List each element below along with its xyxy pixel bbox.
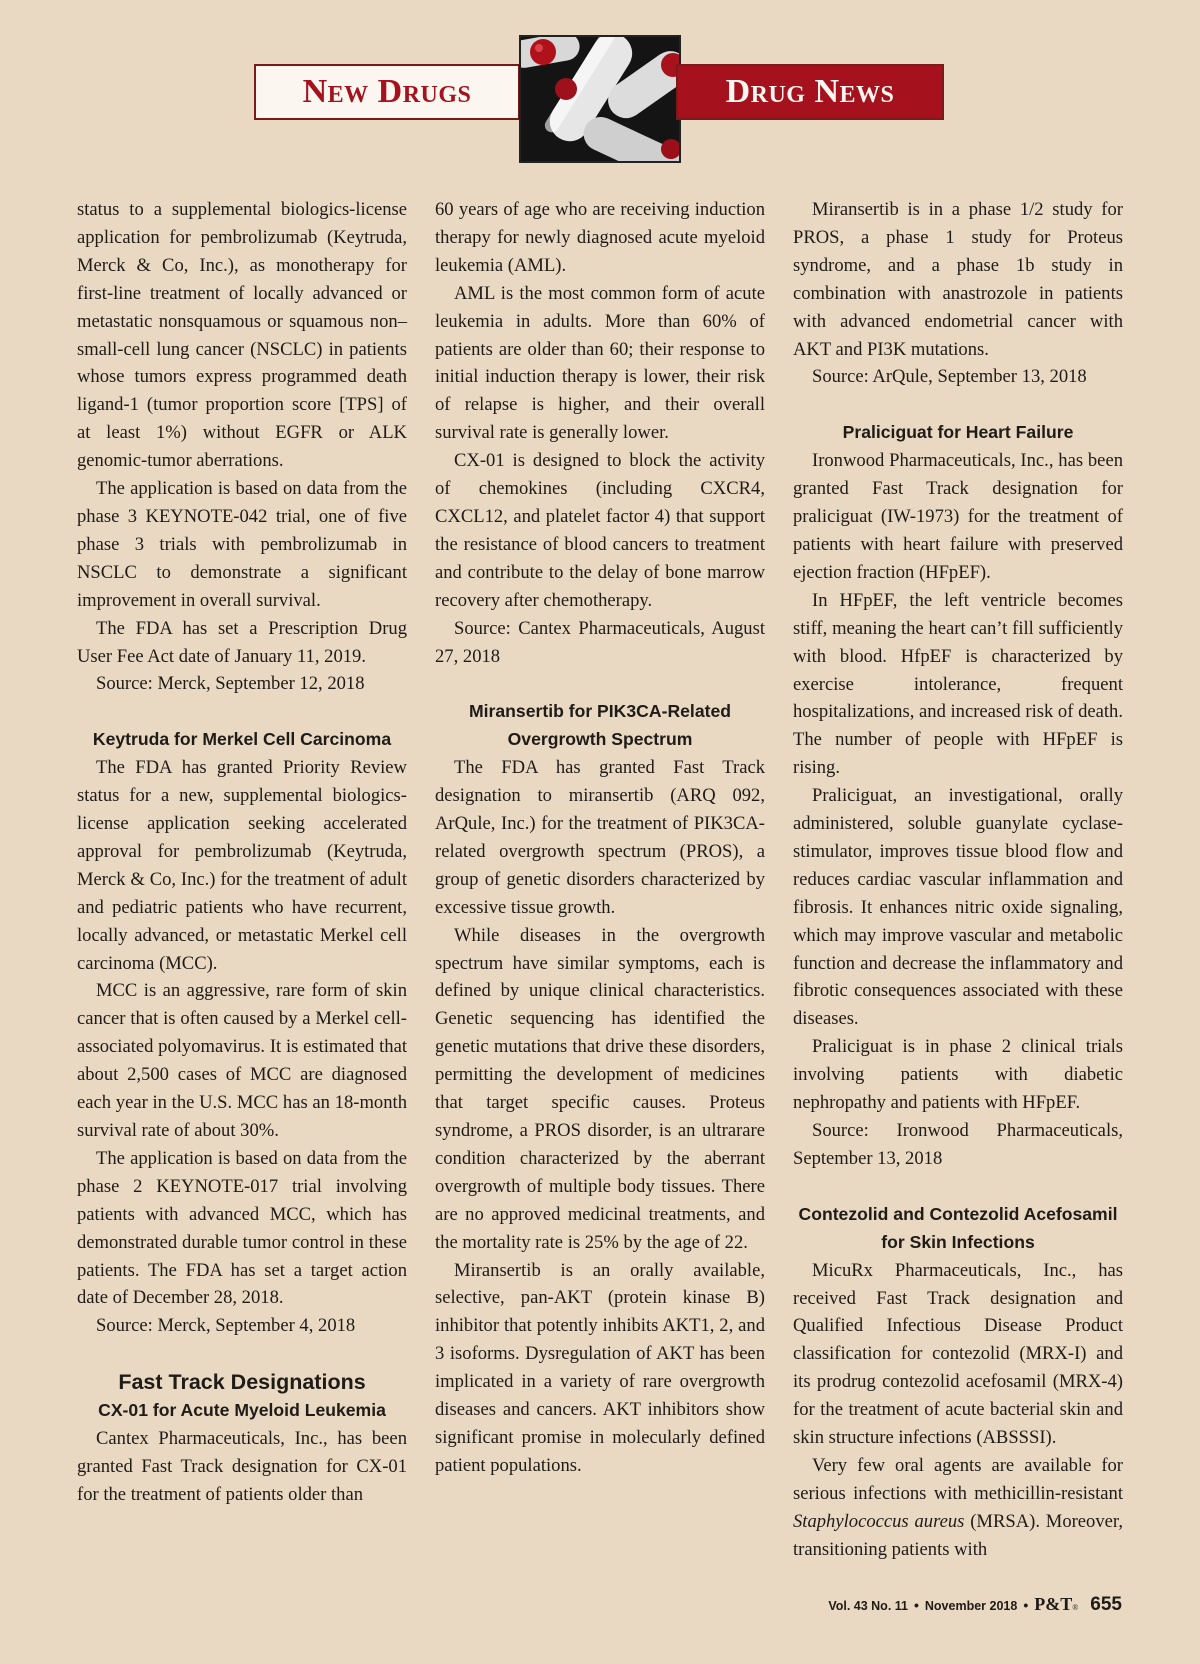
paragraph: The application is based on data from the phase 2 KEYNOTE-017 trial involving patients with advanced MCC, which has demonstrated durable tumor control in these patients. The FDA has set a target action date of December 28, 2018. bbox=[77, 1147, 407, 1309]
paragraph: CX-01 is designed to block the activity of chemokines (including CXCR4, CXCL12, and platelet factor 4) that support the resistance of blood cancers to treatment and contribute to the delay of bone marrow recovery after chemotherapy. bbox=[435, 450, 765, 611]
paragraph: The FDA has granted Priority Review status for a new, supplemental biologics-license application seeking accelerated approval for pembrolizumab (Keytruda, Merck & Co, Inc.) for the treatment of adult and pediatric patients who have recurrent, locally advanced, or metastatic Merkel cell carcinoma (MCC). bbox=[77, 757, 407, 974]
paragraph: MicuRx Pharmaceuticals, Inc., has received Fast Track designation and Qualified Infectious Disease Product classification for contezolid (MRX-I) and its prodrug contezolid acefosamil (MRX-4) for the treatment of acute bacterial skin and skin structure infections (ABSSSI). bbox=[793, 1259, 1123, 1449]
drug-news-tag: Drug News bbox=[676, 64, 944, 120]
registered-mark: ® bbox=[1072, 1603, 1079, 1612]
species-name: Staphylococcus aureus bbox=[793, 1510, 965, 1532]
article-heading: Overgrowth Spectrum bbox=[507, 729, 693, 750]
source-line: Source: ArQule, September 13, 2018 bbox=[812, 366, 1087, 388]
paragraph: The application is based on data from the phase 3 KEYNOTE-042 trial, one of five phase 3 trials with pembrolizumab in NSCLC to demonstrate a significant improvement in overall survival. bbox=[77, 478, 407, 611]
paragraph: AML is the most common form of acute leukemia in adults. More than 60% of patients are older than 60; their response to initial induction therapy is lower, their risk of relapse is higher, and their overall survival rate is generally lower. bbox=[435, 282, 765, 444]
separator: • bbox=[1023, 1597, 1029, 1613]
journal-logo bbox=[1034, 1594, 1078, 1615]
header-banner bbox=[0, 0, 1200, 170]
article-heading: Praliciguat for Heart Failure bbox=[842, 422, 1074, 443]
paragraph: While diseases in the overgrowth spectrum have similar symptoms, each is defined by unique clinical characteristics. Genetic sequencing has identified the genetic mutations that drive these disorders, permitting the development of medicines that target specific causes. Proteus syndrome, a PROS disorder, is an ultrarare condition characterized by the aberrant overgrowth of multiple body tissues. There are no approved medicinal treatments, and the mortality rate is 25% by the age of 22. bbox=[435, 924, 765, 1253]
paragraph: Praliciguat, an investigational, orally administered, soluble guanylate cyclase-stimulator, improves tissue blood flow and reduces cardiac vascular inflammation and fibrosis. It enhances nitric oxide signaling, which may improve vascular and metabolic function and decrease the inflammatory and fibrotic consequences associated with these diseases. bbox=[793, 785, 1123, 1030]
column-3 bbox=[793, 196, 1123, 1564]
page-footer bbox=[828, 1594, 1122, 1616]
paragraph: 60 years of age who are receiving induction therapy for newly diagnosed acute myeloid leukemia (AML). bbox=[435, 199, 765, 276]
paragraph: status to a supplemental biologics-license application for pembrolizumab (Keytruda, Merck & Co, Inc.), as monotherapy for first-line treatment of locally advanced or metastatic nonsquamous or squamous non–small-cell lung cancer (NSCLC) in patients whose tumors express programmed death ligand-1 (tumor proportion score [TPS] of at least 1%) without EGFR or ALK genomic-tumor aberrations. bbox=[77, 199, 407, 472]
page-number: 655 bbox=[1090, 1594, 1122, 1615]
paragraph: The FDA has granted Fast Track designation to miransertib (ARQ 092, ArQule, Inc.) for the treatment of PIK3CA-related overgrowth spectrum (PROS), a group of genetic disorders characterized by excessive tissue growth. bbox=[435, 757, 765, 918]
paragraph: The FDA has set a Prescription Drug User Fee Act date of January 11, 2019. bbox=[77, 617, 407, 667]
spacer bbox=[77, 1340, 407, 1368]
paragraph: Cantex Pharmaceuticals, Inc., has been granted Fast Track designation for CX-01 for the treatment of patients older than bbox=[77, 1428, 407, 1505]
spacer bbox=[793, 1173, 1123, 1201]
journal-name: P&T bbox=[1034, 1594, 1073, 1614]
article-heading: Contezolid and Contezolid Acefosamil bbox=[798, 1203, 1118, 1224]
article-heading: Miransertib for PIK3CA-Related bbox=[469, 701, 731, 722]
source-line: Source: Cantex Pharmaceuticals, August 27, 2018 bbox=[435, 617, 765, 667]
spacer bbox=[793, 391, 1123, 419]
paragraph: Ironwood Pharmaceuticals, Inc., has been granted Fast Track designation for praliciguat (IW-1973) for the treatment of patients with heart failure with preserved ejection fraction (HFpEF). bbox=[793, 450, 1123, 583]
pills-image bbox=[521, 37, 681, 163]
article-heading: Keytruda for Merkel Cell Carcinoma bbox=[92, 729, 392, 750]
paragraph: Miransertib is an orally available, selective, pan-AKT (protein kinase B) inhibitor that potently inhibits AKT1, 2, and 3 isoforms. Dysregulation of AKT has been implicated in a variety of rare overgrowth diseases and cancers. AKT inhibitors show significant promise in molecularly defined patient populations. bbox=[435, 1259, 765, 1476]
paragraph: MCC is an aggressive, rare form of skin cancer that is often caused by a Merkel cell-associated polyomavirus. It is estimated that about 2,500 cases of MCC are diagnosed each year in the U.S. MCC has an 18-month survival rate of about 30%. bbox=[77, 980, 407, 1141]
new-drugs-tag: New Drugs bbox=[254, 64, 520, 120]
article-heading: CX-01 for Acute Myeloid Leukemia bbox=[98, 1400, 386, 1421]
pills-photo bbox=[519, 35, 681, 163]
spacer bbox=[77, 698, 407, 726]
column-2 bbox=[435, 196, 765, 1480]
paragraph bbox=[793, 1452, 1123, 1564]
source-line: Source: Merck, September 4, 2018 bbox=[96, 1315, 356, 1337]
paragraph: Miransertib is in a phase 1/2 study for PROS, a phase 1 study for Proteus syndrome, and a phase 1b study in combination with anastrozole in patients with advanced endometrial cancer with AKT and PI3K mutations. bbox=[793, 199, 1123, 360]
source-line: Source: Ironwood Pharmaceuticals, September 13, 2018 bbox=[793, 1120, 1123, 1169]
text-run: (MRSA). Moreover, transitioning patients with bbox=[793, 1510, 1123, 1560]
paragraph: Praliciguat is in phase 2 clinical trials involving patients with diabetic nephropathy and patients with HFpEF. bbox=[793, 1036, 1123, 1114]
separator: • bbox=[913, 1597, 919, 1613]
volume-info: Vol. 43 No. 11 bbox=[828, 1599, 908, 1613]
text-run: Very few oral agents are available for serious infections with methicillin-resistant bbox=[793, 1454, 1123, 1504]
article-heading: for Skin Infections bbox=[881, 1231, 1035, 1252]
column-1 bbox=[77, 196, 407, 1509]
issue-date: November 2018 bbox=[924, 1599, 1018, 1613]
spacer bbox=[435, 670, 765, 698]
paragraph: In HFpEF, the left ventricle becomes stiff, meaning the heart can’t fill sufficiently with blood. HfpEF is characterized by exercise intolerance, frequent hospitalizations, and increased risk of death. The number of people with HFpEF is rising. bbox=[793, 589, 1123, 779]
section-heading: Fast Track Designations bbox=[118, 1370, 366, 1395]
source-line: Source: Merck, September 12, 2018 bbox=[96, 673, 365, 695]
